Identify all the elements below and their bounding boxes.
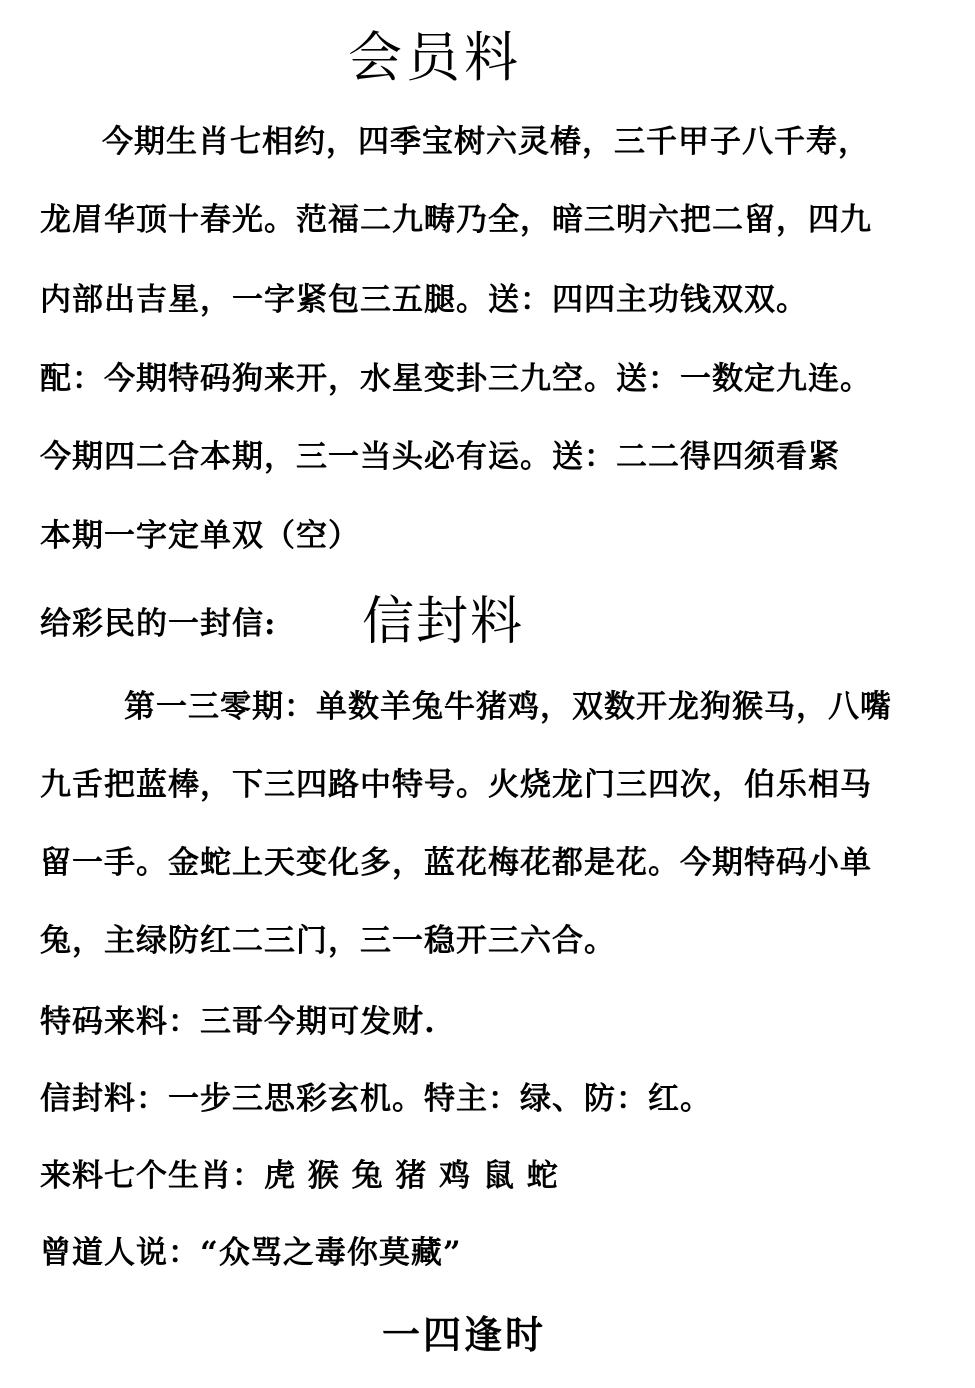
envelope-line-4: 兔，主绿防红二三门，三一稳开三六合。: [40, 923, 616, 959]
envelope-line-1: 第一三零期：单数羊兔牛猪鸡，双数开龙狗猴马，八嘴: [124, 689, 892, 725]
envelope-note-line: 信封料：一步三思彩玄机。特主：绿、防：红。: [40, 1081, 712, 1117]
member-line-1: 今期生肖七相约，四季宝树六灵椿，三千甲子八千寿，: [102, 124, 870, 160]
envelope-line-2: 九舌把蓝棒，下三四路中特号。火烧龙门三四次，伯乐相马: [40, 767, 872, 803]
special-code-line: 特码来料：三哥今期可发财.: [40, 1004, 436, 1040]
letter-intro: 给彩民的一封信:: [40, 606, 277, 642]
member-line-2: 龙眉华顶十春光。范福二九畴乃全，暗三明六把二留，四九: [40, 202, 872, 238]
member-line-6: 本期一字定单双（空）: [40, 518, 360, 554]
zodiac-line: 来料七个生肖：虎 猴 兔 猪 鸡 鼠 蛇: [40, 1158, 559, 1194]
footer-title: 一四逢时: [382, 1313, 547, 1357]
member-line-4: 配：今期特码狗来开，水星变卦三九空。送：一数定九连。: [40, 361, 872, 397]
quote-line: 曾道人说：“众骂之毒你莫藏”: [40, 1235, 462, 1271]
member-line-5: 今期四二合本期，三一当头必有运。送：二二得四须看紧: [40, 439, 840, 475]
envelope-title: 信封料: [362, 592, 525, 652]
member-line-3: 内部出吉星，一字紧包三五腿。送：四四主功钱双双。: [40, 282, 808, 318]
page-title: 会员料: [348, 26, 522, 89]
envelope-line-3: 留一手。金蛇上天变化多，蓝花梅花都是花。今期特码小单: [40, 845, 872, 881]
